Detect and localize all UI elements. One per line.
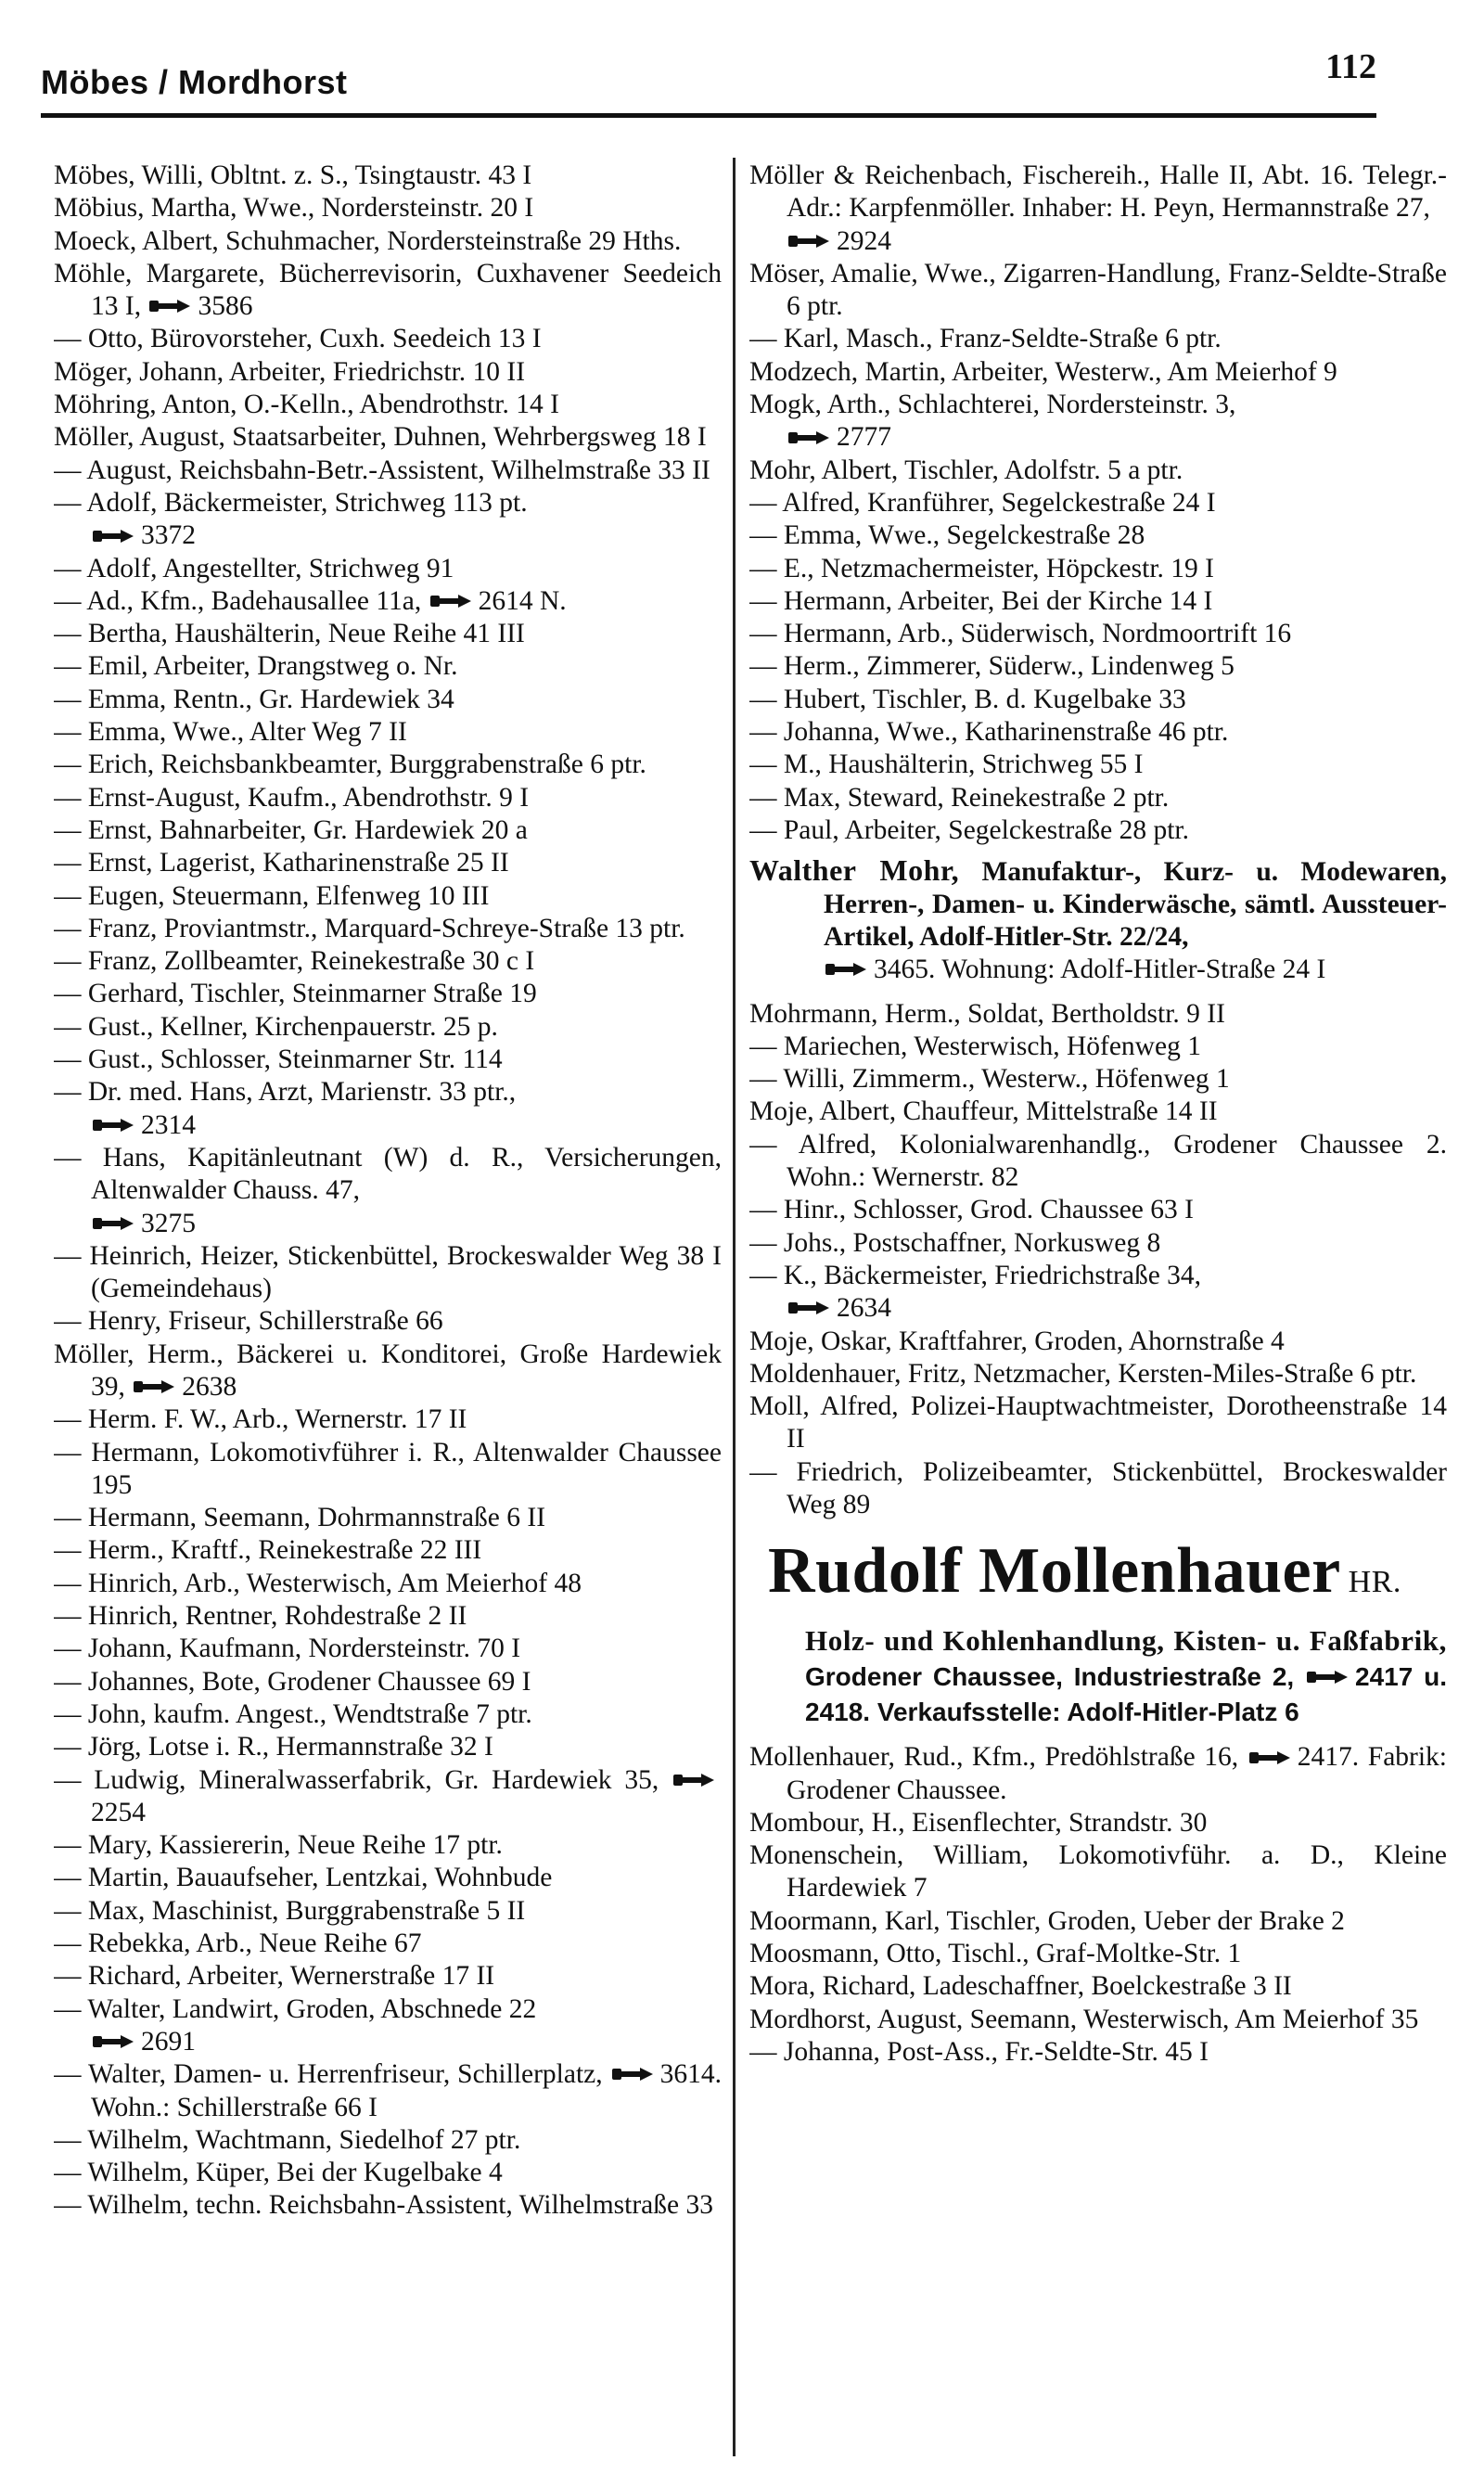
phone-number: 3614. — [659, 2059, 722, 2090]
entry-text: — Emil, Arbeiter, Drangstweg o. Nr. — [54, 651, 458, 682]
entry-text: — M., Haushälterin, Strichweg 55 I — [749, 750, 1144, 780]
directory-entry — [749, 356, 1447, 389]
mollenhauer-ad-lead: Holz- und Kohlenhandlung, Kisten- u. Faßfabrik, — [805, 1624, 1447, 1658]
entry-text: Möbius, Martha, Wwe., Nordersteinstr. 20 I — [54, 193, 534, 224]
directory-entry — [54, 1731, 722, 1763]
directory-entry — [54, 356, 722, 389]
entry-text: — Martin, Bauaufseher, Lentzkai, Wohnbude — [54, 1863, 553, 1893]
entry-text: — Franz, Zollbeamter, Reinekestraße 30 c I — [54, 946, 535, 977]
entry-text: — Karl, Masch., Franz-Seldte-Straße 6 ptr. — [749, 324, 1222, 354]
entry-text: — Hans, Kapitänleutnant (W) d. R., Versicherungen, Altenwalder Chauss. 47, — [54, 1142, 722, 1206]
directory-entry — [749, 1938, 1447, 1970]
directory-entry — [749, 389, 1447, 455]
directory-entry — [749, 1260, 1447, 1326]
telephone-icon — [1249, 1749, 1292, 1766]
entry-text: Mollenhauer, Rud., Kfm., Predöhlstraße 16, — [749, 1742, 1239, 1773]
entry-text: Moje, Albert, Chauffeur, Mittelstraße 14 II — [749, 1096, 1218, 1127]
entry-text: — Rebekka, Arb., Neue Reihe 67 — [54, 1929, 422, 1959]
mollenhauer-ad-address: Grodener Chaussee, Industriestraße 2, — [805, 1662, 1295, 1692]
directory-entry — [749, 1063, 1447, 1096]
telephone-icon — [612, 2066, 655, 2082]
phone-number: 2638 — [182, 1371, 237, 1402]
directory-entry — [54, 1698, 722, 1731]
mohr-ad-phone: 3465. — [874, 955, 936, 985]
entry-text: Moll, Alfred, Polizei-Hauptwachtmeister, Dorotheenstraße 14 II — [749, 1391, 1447, 1454]
directory-entry — [54, 749, 722, 781]
entry-text: Modzech, Martin, Arbeiter, Westerw., Am Meierhof 9 — [749, 356, 1337, 387]
entry-text: — Max, Maschinist, Burggrabenstraße 5 II — [54, 1895, 526, 1926]
entry-text: — Hinrich, Rentner, Rohdestraße 2 II — [54, 1601, 467, 1632]
entry-text: — August, Reichsbahn-Betr.-Assistent, Wilhelmstraße 33 II — [54, 455, 710, 485]
entry-text: — Herm., Kraftf., Reinekestraße 22 III — [54, 1535, 482, 1566]
phone-number: 2691 — [141, 2026, 196, 2057]
entry-text: — Eugen, Steuermann, Elfenweg 10 III — [54, 880, 490, 911]
telephone-icon — [149, 298, 192, 314]
entry-text: — Wilhelm, Wachtmann, Siedelhof 27 ptr. — [54, 2124, 521, 2155]
directory-entry — [54, 684, 722, 716]
directory-entry — [54, 650, 722, 683]
directory-entry — [749, 455, 1447, 487]
entry-text: — Hubert, Tischler, B. d. Kugelbake 33 — [749, 684, 1186, 714]
mollenhauer-hr-mark: HR. — [1348, 1565, 1401, 1600]
entry-text: — Hermann, Arb., Süderwisch, Nordmoortrift 16 — [749, 619, 1292, 649]
directory-entry — [749, 585, 1447, 618]
telephone-icon — [93, 2033, 135, 2050]
directory-entry — [54, 2124, 722, 2157]
entry-text: — Johs., Postschaffner, Norkusweg 8 — [749, 1227, 1161, 1258]
entry-text: — Ernst, Bahnarbeiter, Gr. Hardewiek 20 a — [54, 814, 528, 845]
directory-entry — [54, 782, 722, 814]
entry-text: Möller & Reichenbach, Fischereih., Halle II, Abt. 16. Telegr.-Adr.: Karpfenmöller. Inhaber: H. Peyn, Hermannstraße 27, — [749, 160, 1447, 224]
directory-entry — [54, 1862, 722, 1894]
directory-entry — [54, 814, 722, 847]
entry-text: — Gust., Schlosser, Steinmarner Str. 114 — [54, 1044, 503, 1075]
page-header — [41, 39, 1376, 113]
directory-entry — [749, 1194, 1447, 1226]
mohr-firm-name: Walther Mohr, — [749, 853, 960, 888]
directory-entry — [54, 880, 722, 913]
directory-entry — [54, 1437, 722, 1503]
telephone-icon — [788, 1300, 831, 1316]
entry-text: — Gust., Kellner, Kirchenpauerstr. 25 p. — [54, 1011, 498, 1042]
entry-text: — Heinrich, Heizer, Stickenbüttel, Brockeswalder Weg 38 I (Gemeindehaus) — [54, 1240, 722, 1304]
directory-entry — [54, 1993, 722, 2059]
directory-entry — [54, 978, 722, 1010]
right-entry-list-top — [749, 160, 1447, 847]
entry-text: — Paul, Arbeiter, Segelckestraße 28 ptr. — [749, 814, 1189, 845]
left-column — [54, 160, 722, 2460]
telephone-icon — [93, 1117, 135, 1134]
telephone-icon — [788, 429, 831, 446]
directory-entry — [54, 1534, 722, 1567]
entry-text: — Ad., Kfm., Badehausallee 11a, — [54, 585, 422, 616]
entry-text: — Emma, Rentn., Gr. Hardewiek 34 — [54, 684, 454, 714]
entry-text: — E., Netzmachermeister, Höpckestr. 19 I — [749, 553, 1214, 583]
directory-entry — [749, 1096, 1447, 1128]
entry-text: — Herm., Zimmerer, Süderw., Lindenweg 5 — [749, 651, 1235, 682]
directory-entry — [54, 1502, 722, 1534]
phone-number: 2777 — [837, 422, 891, 453]
directory-entry — [749, 749, 1447, 781]
entry-text: — Johannes, Bote, Grodener Chaussee 69 I — [54, 1666, 531, 1697]
directory-entry — [54, 2058, 722, 2124]
directory-entry — [54, 225, 722, 258]
phone-number: 2254 — [91, 1797, 146, 1827]
entry-text: — Adolf, Angestellter, Strichweg 91 — [54, 553, 454, 583]
directory-entry — [749, 2036, 1447, 2069]
directory-entry — [54, 1764, 722, 1830]
entry-text: — Alfred, Kolonialwarenhandlg., Grodener Chaussee 2. Wohn.: Wernerstr. 82 — [749, 1129, 1447, 1193]
directory-entry — [749, 782, 1447, 814]
directory-entry — [54, 2189, 722, 2222]
entry-text: — Ernst-August, Kaufm., Abendrothstr. 9 I — [54, 782, 530, 813]
entry-text: — Henry, Friseur, Schillerstraße 66 — [54, 1306, 443, 1337]
mohr-ad-text — [749, 854, 1447, 954]
phone-number: 3372 — [141, 520, 196, 551]
directory-entry — [54, 847, 722, 879]
directory-entry — [749, 716, 1447, 749]
phone-number: 2634 — [837, 1293, 891, 1324]
entry-text: — Ernst, Lagerist, Katharinenstraße 25 II — [54, 848, 509, 878]
entry-text: Moosmann, Otto, Tischl., Graf-Moltke-Str. 1 — [749, 1939, 1242, 1969]
directory-entry — [749, 258, 1447, 324]
directory-entry — [749, 487, 1447, 519]
directory-entry — [54, 389, 722, 421]
entry-text: Möller, August, Staatsarbeiter, Duhnen, Wehrbergsweg 18 I — [54, 422, 707, 453]
mohr-ad-contact — [749, 954, 1447, 986]
entry-text: — Wilhelm, techn. Reichsbahn-Assistent, Wilhelmstraße 33 — [54, 2190, 713, 2221]
phone-number: 2314 — [141, 1109, 196, 1140]
mohr-ad-residence: Wohnung: Adolf-Hitler-Straße 24 I — [941, 955, 1326, 985]
directory-entry — [749, 1390, 1447, 1456]
phone-number: 2614 N. — [478, 585, 567, 616]
directory-entry — [54, 1305, 722, 1338]
telephone-icon — [673, 1772, 716, 1788]
entry-text: — Herm. F. W., Arb., Wernerstr. 17 II — [54, 1404, 467, 1435]
entry-text: — Hinr., Schlosser, Grod. Chaussee 63 I — [749, 1195, 1194, 1225]
directory-entry — [54, 945, 722, 978]
directory-entry — [54, 258, 722, 324]
directory-entry — [54, 553, 722, 585]
directory-entry — [749, 1905, 1447, 1938]
telephone-icon — [1307, 1669, 1350, 1685]
entry-text: — Johanna, Wwe., Katharinenstraße 46 ptr. — [749, 717, 1229, 748]
directory-entry — [54, 421, 722, 454]
directory-entry — [749, 618, 1447, 650]
directory-entry — [54, 192, 722, 224]
mohr-ad-description: Manufaktur-, Kurz- u. Modewaren, Herren-, Damen- u. Kinderwäsche, sämtl. Aussteuer-Artikel, Adolf-Hitler-Str. 22/24, — [824, 857, 1447, 953]
directory-entry — [54, 618, 722, 650]
entry-text: — Franz, Proviantmstr., Marquard-Schreye-Straße 13 ptr. — [54, 913, 685, 943]
directory-entry — [54, 455, 722, 487]
mollenhauer-ad-sales: u. 2418. Verkaufsstelle: Adolf-Hitler-Platz 6 — [805, 1662, 1447, 1727]
directory-entry — [54, 1895, 722, 1928]
phone-number: 3586 — [198, 291, 253, 322]
directory-entry — [54, 487, 722, 553]
entry-text: — Alfred, Kranführer, Segelckestraße 24 I — [749, 487, 1216, 518]
entry-text: — Hermann, Seemann, Dohrmannstraße 6 II — [54, 1503, 546, 1533]
entry-text: Moeck, Albert, Schuhmacher, Nordersteinstraße 29 Hths. — [54, 225, 682, 256]
entry-text: Moormann, Karl, Tischler, Groden, Ueber der Brake 2 — [749, 1905, 1345, 1936]
entry-text: Mombour, H., Eisenflechter, Strandstr. 30 — [749, 1807, 1208, 1838]
directory-entry — [749, 2004, 1447, 2036]
entry-text: Möhring, Anton, O.-Kelln., Abendrothstr. 14 I — [54, 390, 559, 420]
directory-entry — [54, 160, 722, 192]
mollenhauer-ad-name — [768, 1534, 1447, 1620]
directory-entry — [749, 519, 1447, 552]
entry-text: Möger, Johann, Arbeiter, Friedrichstr. 10 II — [54, 356, 526, 387]
page-number: 112 — [1325, 47, 1376, 86]
directory-entry — [749, 684, 1447, 716]
entry-text: — Dr. med. Hans, Arzt, Marienstr. 33 ptr., — [54, 1077, 517, 1108]
directory-entry — [749, 1741, 1447, 1807]
directory-entry — [749, 998, 1447, 1031]
mollenhauer-ad-text — [749, 1623, 1447, 1730]
directory-entry — [54, 2157, 722, 2189]
telephone-icon — [430, 593, 473, 609]
directory-entry — [749, 1326, 1447, 1358]
telephone-icon — [825, 961, 868, 978]
directory-entry — [54, 1339, 722, 1404]
telephone-icon — [93, 528, 135, 545]
entry-text: Möhle, Margarete, Bücherrevisorin, Cuxhavener Seedeich 13 I, — [54, 258, 722, 322]
directory-entry — [749, 160, 1447, 258]
entry-text: Mora, Richard, Ladeschaffner, Boelckestraße 3 II — [749, 1971, 1292, 2002]
entry-text: — Jörg, Lotse i. R., Hermannstraße 32 I — [54, 1732, 493, 1762]
directory-entry — [749, 1227, 1447, 1260]
entry-text: — Richard, Arbeiter, Wernerstraße 17 II — [54, 1961, 495, 1992]
entry-text: — Willi, Zimmerm., Westerw., Höfenweg 1 — [749, 1064, 1230, 1095]
entry-text: — Bertha, Haushälterin, Neue Reihe 41 III — [54, 619, 525, 649]
entry-text: — Walter, Damen- u. Herrenfriseur, Schillerplatz, — [54, 2059, 603, 2090]
directory-entry — [54, 1403, 722, 1436]
entry-text: Möbes, Willi, Obltnt. z. S., Tsingtaustr. 43 I — [54, 160, 532, 190]
running-title: Möbes / Mordhorst — [41, 63, 348, 101]
mollenhauer-ad-phone: 2417 — [1355, 1662, 1414, 1692]
entry-text: — K., Bäckermeister, Friedrichstraße 34, — [749, 1260, 1202, 1290]
column-divider — [733, 158, 736, 2456]
entry-text: — Johanna, Post-Ass., Fr.-Seldte-Str. 45 I — [749, 2036, 1209, 2067]
entry-text: — Hermann, Lokomotivführer i. R., Altenwalder Chaussee 195 — [54, 1437, 722, 1500]
entry-text: Mogk, Arth., Schlachterei, Nordersteinstr. 3, — [749, 390, 1236, 420]
entry-text: Möller, Herm., Bäckerei u. Konditorei, Große Hardewiek 39, — [54, 1339, 722, 1402]
directory-entry — [749, 650, 1447, 683]
phone-number: 2417. — [1297, 1742, 1360, 1773]
entry-text: — Gerhard, Tischler, Steinmarner Straße 19 — [54, 979, 537, 1009]
right-entry-list-mid — [749, 998, 1447, 1522]
entry-text: — Max, Steward, Reinekestraße 2 ptr. — [749, 782, 1170, 813]
directory-entry — [54, 1076, 722, 1142]
directory-entry — [749, 1456, 1447, 1522]
entry-text: Mordhorst, August, Seemann, Westerwisch, Am Meierhof 35 — [749, 2004, 1419, 2034]
directory-entry — [54, 1044, 722, 1076]
entry-text: — Walter, Landwirt, Groden, Abschnede 22 — [54, 1993, 537, 2024]
entry-text: Monenschein, William, Lokomotivführ. a. D., Kleine Hardewiek 7 — [749, 1840, 1447, 1903]
directory-entry — [749, 323, 1447, 355]
directory-entry — [54, 1142, 722, 1240]
phone-number: 3275 — [141, 1208, 196, 1238]
mollenhauer-name: Rudolf Mollenhauer — [768, 1535, 1341, 1608]
directory-entry — [54, 1666, 722, 1698]
entry-extra: Fabrik: Grodener Chaussee. — [787, 1742, 1447, 1805]
entry-text: — Hermann, Arbeiter, Bei der Kirche 14 I — [749, 585, 1213, 616]
entry-text: — Friedrich, Polizeibeamter, Stickenbüttel, Brockeswalder Weg 89 — [749, 1456, 1447, 1519]
entry-text: Mohrmann, Herm., Soldat, Bertholdstr. 9 II — [749, 998, 1225, 1029]
entry-text: — Wilhelm, Küper, Bei der Kugelbake 4 — [54, 2158, 503, 2188]
directory-entry — [749, 1807, 1447, 1839]
entry-text: Moldenhauer, Fritz, Netzmacher, Kersten-Miles-Straße 6 ptr. — [749, 1358, 1417, 1389]
entry-text: Moje, Oskar, Kraftfahrer, Groden, Ahornstraße 4 — [749, 1326, 1285, 1356]
directory-entry — [54, 1600, 722, 1633]
mollenhauer-advertisement — [749, 1534, 1447, 1730]
left-entry-list — [54, 160, 722, 2223]
directory-entry — [54, 1960, 722, 1993]
directory-entry — [54, 1011, 722, 1044]
entry-text: — John, kaufm. Angest., Wendtstraße 7 ptr. — [54, 1698, 532, 1729]
entry-text: — Adolf, Bäckermeister, Strichweg 113 pt. — [54, 487, 528, 518]
entry-text: — Emma, Wwe., Segelckestraße 28 — [749, 520, 1145, 551]
mohr-advertisement — [749, 854, 1447, 986]
header-rule — [41, 113, 1376, 118]
directory-entry — [749, 1970, 1447, 2003]
directory-entry — [54, 1829, 722, 1862]
directory-entry — [749, 814, 1447, 847]
directory-entry — [749, 553, 1447, 585]
entry-extra: Wohn.: Schillerstraße 66 I — [91, 2092, 377, 2122]
telephone-icon — [93, 1215, 135, 1232]
entry-text: — Emma, Wwe., Alter Weg 7 II — [54, 717, 407, 748]
entry-text: — Hinrich, Arb., Westerwisch, Am Meierhof 48 — [54, 1568, 582, 1598]
directory-entry — [54, 323, 722, 355]
telephone-icon — [788, 233, 831, 250]
entry-text: — Mary, Kassiererin, Neue Reihe 17 ptr. — [54, 1830, 503, 1861]
directory-entry — [749, 1839, 1447, 1905]
directory-entry — [54, 1633, 722, 1665]
directory-entry — [54, 1568, 722, 1600]
directory-entry — [54, 1240, 722, 1306]
entry-text: — Otto, Bürovorsteher, Cuxh. Seedeich 13 I — [54, 324, 542, 354]
entry-text: Möser, Amalie, Wwe., Zigarren-Handlung, Franz-Seldte-Straße 6 ptr. — [749, 258, 1447, 322]
entry-text: — Ludwig, Mineralwasserfabrik, Gr. Hardewiek 35, — [54, 1764, 659, 1795]
right-column — [749, 160, 1447, 2460]
directory-entry — [749, 1129, 1447, 1195]
right-entry-list-bottom — [749, 1741, 1447, 2069]
directory-entry — [54, 585, 722, 618]
phone-number: 2924 — [837, 225, 891, 256]
directory-entry — [54, 1928, 722, 1960]
entry-text: Mohr, Albert, Tischler, Adolfstr. 5 a ptr. — [749, 455, 1183, 485]
directory-entry — [54, 913, 722, 945]
telephone-icon — [134, 1378, 176, 1395]
entry-text: — Mariechen, Westerwisch, Höfenweg 1 — [749, 1031, 1201, 1061]
directory-entry — [749, 1358, 1447, 1390]
entry-text: — Johann, Kaufmann, Nordersteinstr. 70 I — [54, 1634, 521, 1664]
entry-text: — Erich, Reichsbankbeamter, Burggrabenstraße 6 ptr. — [54, 750, 646, 780]
directory-entry — [749, 1031, 1447, 1063]
directory-entry — [54, 716, 722, 749]
